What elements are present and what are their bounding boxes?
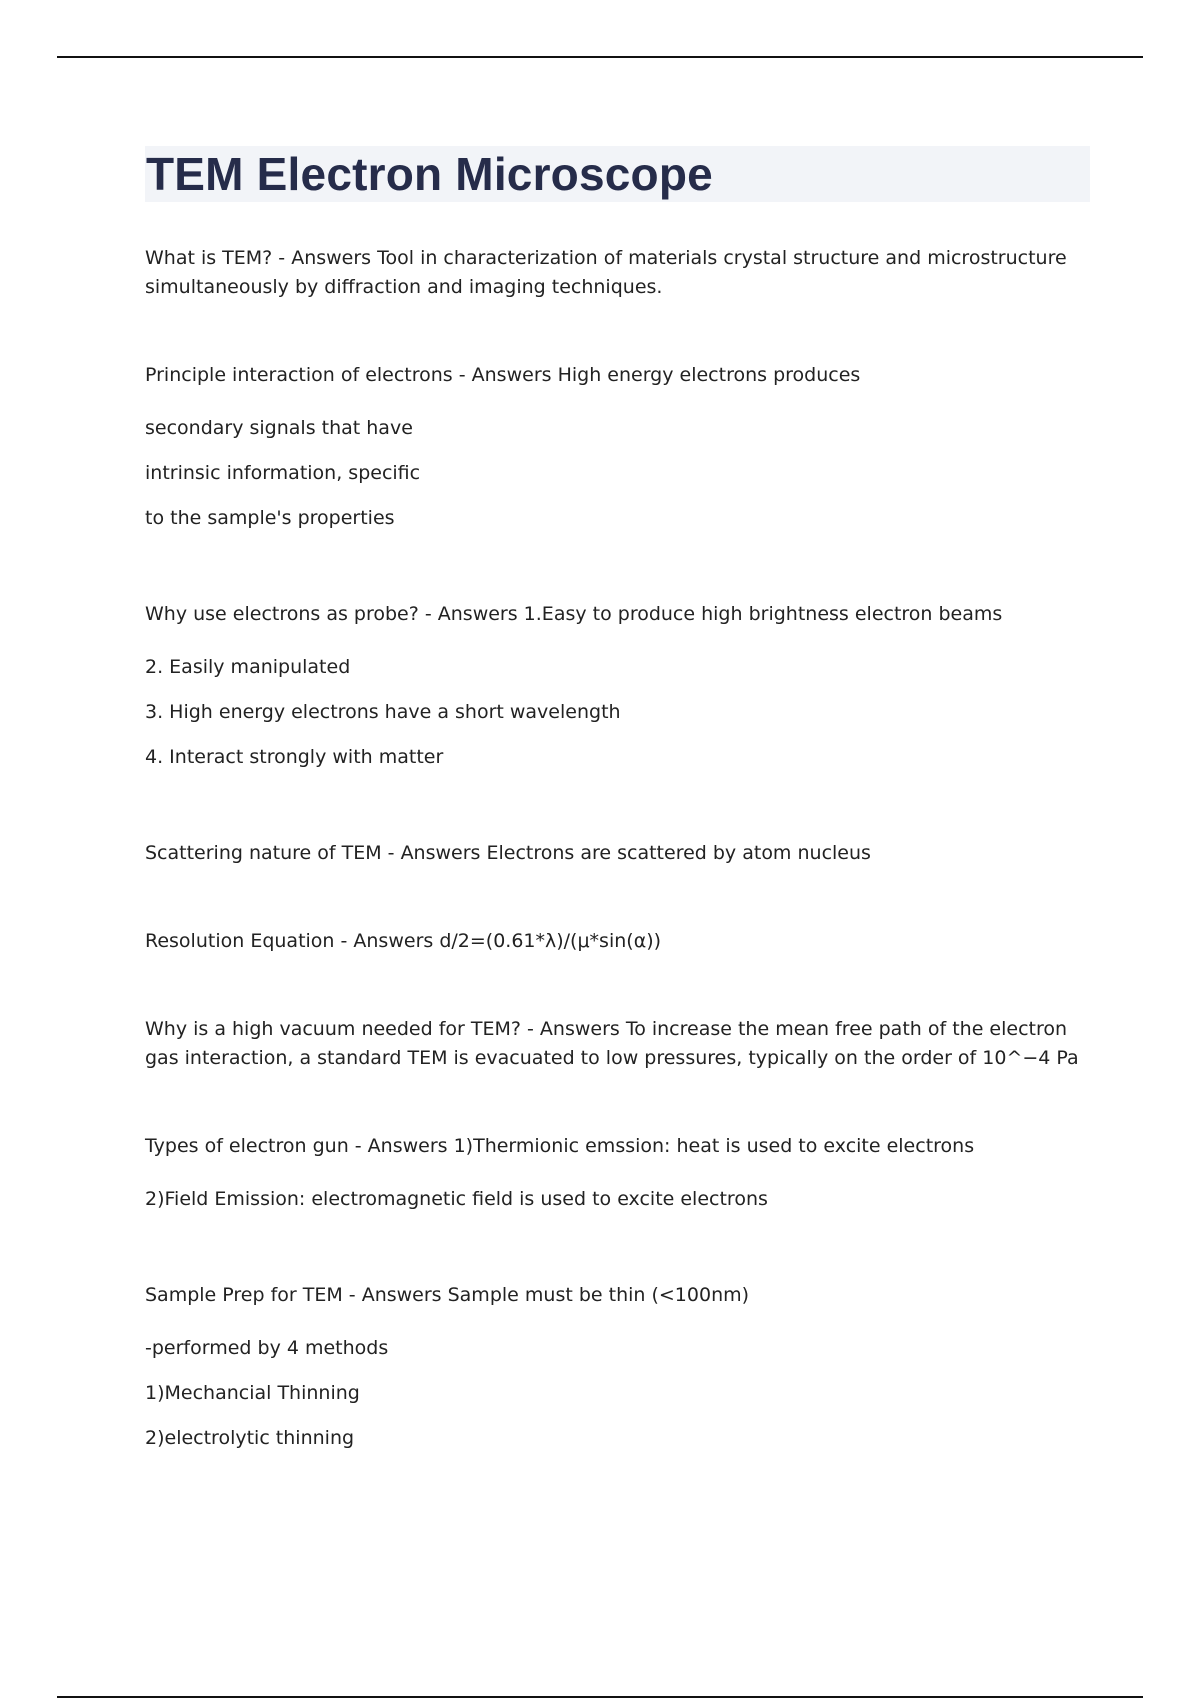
qa-line: secondary signals that have	[145, 417, 413, 439]
qa-entry	[145, 1281, 1090, 1461]
page-title: TEM Electron Microscope	[146, 148, 713, 200]
qa-entry	[145, 1015, 1090, 1073]
qa-line: Why use electrons as probe? - Answers 1.Easy to produce high brightness electron beams	[145, 603, 1003, 625]
top-rule	[57, 56, 1143, 58]
qa-entry	[145, 1132, 1090, 1222]
qa-line: to the sample's properties	[145, 507, 395, 529]
qa-line: 2)Field Emission: electromagnetic field is used to excite electrons	[145, 1188, 768, 1210]
bottom-rule	[57, 1696, 1143, 1698]
qa-entry	[145, 600, 1090, 780]
qa-line: 3. High energy electrons have a short wavelength	[145, 701, 621, 723]
title-banner	[145, 146, 1090, 202]
qa-text: What is TEM? - Answers Tool in characterization of materials crystal structure and microstructure simultaneously by diffraction and imaging techniques.	[145, 247, 1067, 298]
qa-entry	[145, 244, 1090, 302]
qa-entry	[145, 927, 1090, 956]
qa-line: Scattering nature of TEM - Answers Electrons are scattered by atom nucleus	[145, 842, 871, 864]
qa-line: 4. Interact strongly with matter	[145, 746, 444, 768]
qa-line: Types of electron gun - Answers 1)Thermionic emssion: heat is used to excite electrons	[145, 1135, 975, 1157]
qa-line: -performed by 4 methods	[145, 1337, 389, 1359]
qa-line: Principle interaction of electrons - Answers High energy electrons produces	[145, 364, 861, 386]
qa-line: Resolution Equation - Answers d/2=(0.61*λ)/(μ*sin(α))	[145, 930, 662, 952]
qa-line: 2. Easily manipulated	[145, 656, 351, 678]
qa-line: Sample Prep for TEM - Answers Sample must be thin (<100nm)	[145, 1284, 750, 1306]
qa-line: 1)Mechancial Thinning	[145, 1382, 360, 1404]
document-body	[145, 244, 1090, 1520]
qa-line: intrinsic information, specific	[145, 462, 421, 484]
qa-text: Why is a high vacuum needed for TEM? - Answers To increase the mean free path of the electron gas interaction, a standard TEM is evacuated to low pressures, typically on the order of 10^−4 Pa	[145, 1018, 1079, 1069]
qa-line: 2)electrolytic thinning	[145, 1427, 355, 1449]
qa-entry	[145, 361, 1090, 541]
qa-entry	[145, 839, 1090, 868]
